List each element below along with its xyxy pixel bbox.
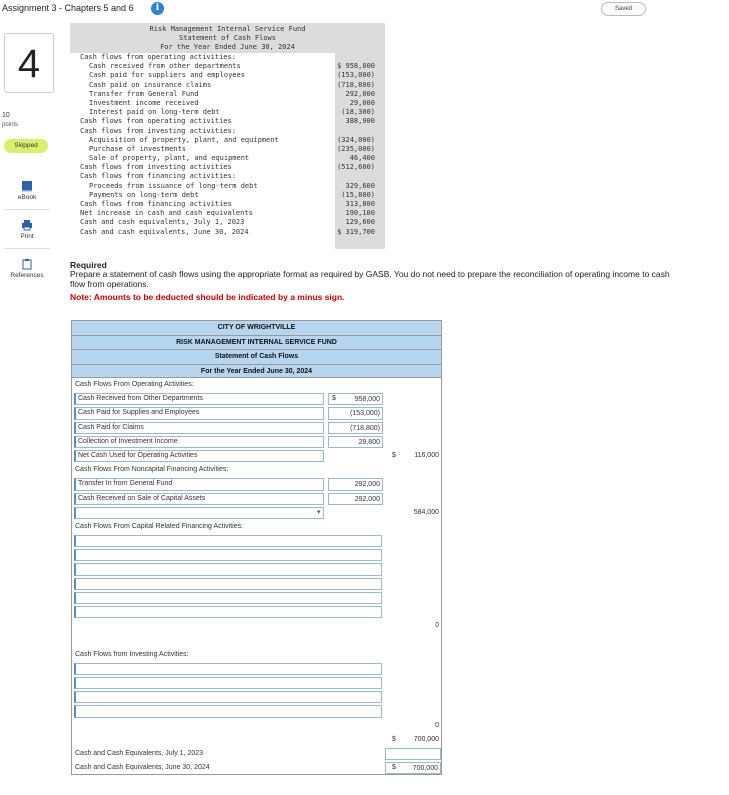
required-text: Prepare a statement of cash flows using the appropriate format as required by GASB. You do not need to prepare the reconciliation of operating income to cash flow from operations. xyxy=(70,269,670,289)
top-bar xyxy=(0,0,729,18)
statement-row-label: Cash paid for suppliers and employees xyxy=(89,71,245,80)
account-select[interactable] xyxy=(74,663,382,675)
section-label: Cash Flows from Investing Activities: xyxy=(75,650,189,658)
row-label: Cash and Cash Equivalents, June 30, 2024 xyxy=(75,764,210,772)
sidebar-divider xyxy=(4,209,50,210)
table-row xyxy=(71,435,442,449)
table-row xyxy=(71,676,442,690)
table-row xyxy=(71,747,442,761)
table-row xyxy=(71,392,442,406)
statement-row xyxy=(70,53,385,62)
statement-row-amount: $ 319,700 xyxy=(337,227,375,236)
question-number: 4 xyxy=(4,33,54,93)
statement-row-amount: 388,900 xyxy=(345,117,375,126)
statement-row xyxy=(70,108,385,117)
total-input[interactable] xyxy=(385,748,441,760)
chevron-down-icon[interactable]: ▾ xyxy=(317,508,321,516)
assignment-title: Assignment 3 - Chapters 5 and 6 xyxy=(2,3,134,13)
amount-input[interactable]: 292,000 xyxy=(328,493,383,505)
printer-icon xyxy=(21,219,33,231)
statement-row xyxy=(70,81,385,90)
statement-row-label: Payments on long-term debt xyxy=(89,190,199,199)
account-select[interactable] xyxy=(74,677,382,689)
account-select[interactable] xyxy=(74,535,382,547)
table-header-entity: CITY OF WRIGHTVILLE xyxy=(71,320,442,335)
total-value[interactable]: 0 xyxy=(435,622,439,630)
total-input[interactable] xyxy=(385,606,441,618)
total-input[interactable] xyxy=(385,663,441,675)
statement-row-amount: (235,000) xyxy=(337,144,375,153)
amount-input[interactable]: (153,000) xyxy=(328,407,383,419)
statement-row-amount: (512,600) xyxy=(337,163,375,172)
book-icon xyxy=(21,180,33,192)
account-select[interactable] xyxy=(74,592,382,604)
total-input[interactable] xyxy=(385,407,441,419)
amount-input[interactable] xyxy=(328,507,383,519)
table-row xyxy=(71,619,442,633)
statement-row xyxy=(70,172,385,181)
statement-row-amount: (15,800) xyxy=(341,190,375,199)
skipped-badge: Skipped xyxy=(4,139,48,153)
statement-row-amount: (324,000) xyxy=(337,135,375,144)
account-select[interactable]: Net Cash Used for Operating Activities xyxy=(74,450,324,462)
required-heading: Required xyxy=(70,260,107,270)
ebook-button[interactable] xyxy=(4,180,50,201)
answer-table xyxy=(71,320,442,775)
statement-row xyxy=(70,182,385,191)
section-label: Cash Flows From Noncapital Financing Activities: xyxy=(75,466,229,474)
statement-row xyxy=(70,154,385,163)
total-input[interactable] xyxy=(385,436,441,448)
statement-row-amount: (718,800) xyxy=(337,80,375,89)
points-label: points xyxy=(2,122,19,128)
statement-row-label: Acquisition of property, plant, and equipment xyxy=(89,135,279,144)
statement-row-amount: 129,600 xyxy=(345,218,375,227)
table-row xyxy=(71,406,442,420)
statement-row-label: Cash flows from financing activities xyxy=(80,200,232,208)
table-row xyxy=(71,704,442,718)
amount-input xyxy=(328,762,383,774)
statement-row-amount: 329,600 xyxy=(345,181,375,190)
statement-row-amount: 29,000 xyxy=(349,98,375,107)
statement-row xyxy=(70,191,385,200)
given-statement xyxy=(70,23,385,249)
account-select[interactable] xyxy=(74,549,382,561)
statement-row-label: Transfer from General Fund xyxy=(89,89,199,98)
account-select[interactable]: Cash Received from Other Departments xyxy=(74,393,324,405)
statement-row-label: Investment income received xyxy=(89,98,199,107)
total-input[interactable]: 700,000 xyxy=(385,762,441,774)
sidebar-divider xyxy=(4,248,50,249)
amount-input[interactable]: 958,000 xyxy=(328,393,383,405)
dollar-sign: $ xyxy=(392,764,396,772)
amount-input[interactable] xyxy=(328,450,383,462)
table-row xyxy=(71,520,442,534)
statement-row-label: Cash paid on insurance claims xyxy=(89,80,212,89)
total-input[interactable] xyxy=(385,563,441,575)
amount-input[interactable]: (718,800) xyxy=(328,422,383,434)
statement-row xyxy=(70,127,385,136)
account-select[interactable]: Collection of Investment Income xyxy=(74,436,324,448)
statement-row-label: Net increase in cash and cash equivalents xyxy=(80,209,253,218)
statement-row xyxy=(70,218,385,227)
statement-period: For the Year Ended June 30, 2024 xyxy=(160,43,295,51)
table-row xyxy=(71,449,442,463)
statement-row xyxy=(70,200,385,209)
statement-header xyxy=(70,23,385,53)
total-input[interactable] xyxy=(385,393,441,405)
total-input[interactable] xyxy=(385,677,441,689)
total-input[interactable] xyxy=(385,549,441,561)
table-row xyxy=(71,648,442,662)
row-label: Cash and Cash Equivalents, July 1, 2023 xyxy=(75,749,204,757)
table-row xyxy=(71,506,442,520)
total-input[interactable] xyxy=(385,422,441,434)
statement-row-amount: 292,000 xyxy=(345,89,375,98)
total-value[interactable]: 0 xyxy=(435,721,439,729)
account-select[interactable] xyxy=(74,691,382,703)
total-input[interactable] xyxy=(385,478,441,490)
clipboard-icon xyxy=(21,258,33,270)
note-text: Note: Amounts to be deducted should be indicated by a minus sign. xyxy=(70,292,345,302)
table-row xyxy=(71,719,442,733)
table-row xyxy=(71,662,442,676)
points-value: 10 xyxy=(2,112,10,119)
statement-row-amount: (18,300) xyxy=(341,108,375,117)
references-button[interactable] xyxy=(4,258,50,279)
statement-row xyxy=(70,209,385,218)
saved-status-badge: Saved xyxy=(601,2,646,16)
statement-row xyxy=(70,136,385,145)
table-header-fund: RISK MANAGEMENT INTERNAL SERVICE FUND xyxy=(71,335,442,350)
statement-row-amount: (153,000) xyxy=(337,71,375,80)
statement-row-label: Sale of property, plant, and equipment xyxy=(89,154,250,163)
statement-row xyxy=(70,117,385,126)
table-row xyxy=(71,378,442,392)
statement-row-label: Purchase of investments xyxy=(89,144,186,153)
total-input[interactable] xyxy=(385,493,441,505)
statement-row xyxy=(70,71,385,80)
dollar-sign: $ xyxy=(392,735,396,743)
table-row xyxy=(71,421,442,435)
table-row xyxy=(71,761,442,775)
statement-row-label: Cash and cash equivalents, June 30, 2024 xyxy=(80,227,249,236)
statement-row-label: Cash flows from investing activities: xyxy=(80,126,236,135)
statement-row-amount: $ 958,000 xyxy=(337,62,375,71)
total-input[interactable]: 584,000 xyxy=(413,508,439,516)
account-select[interactable]: Cash Paid for Supplies and Employees xyxy=(74,407,324,419)
statement-row xyxy=(70,90,385,99)
amount-input[interactable]: 292,000 xyxy=(328,478,383,490)
table-row xyxy=(71,548,442,562)
total-value[interactable]: 700,000 xyxy=(413,735,439,743)
total-input[interactable] xyxy=(385,578,441,590)
account-select[interactable]: Transfer In from General Fund xyxy=(74,478,324,490)
total-input[interactable] xyxy=(385,705,441,717)
account-select[interactable] xyxy=(74,578,382,590)
table-row xyxy=(71,562,442,576)
ebook-label: eBook xyxy=(17,194,37,201)
references-label: References xyxy=(10,272,44,279)
statement-row-label: Cash flows from operating activities xyxy=(80,117,232,126)
account-select[interactable]: Cash Paid for Claims xyxy=(74,422,324,434)
dollar-sign: $ xyxy=(392,451,396,459)
statement-title: Risk Management Internal Service Fund xyxy=(149,25,306,33)
table-row xyxy=(71,633,442,647)
table-row xyxy=(71,591,442,605)
statement-row-label: Interest paid on long-term debt xyxy=(89,108,220,117)
table-row xyxy=(71,534,442,548)
statement-row-label: Cash flows from financing activities: xyxy=(80,172,236,181)
account-select[interactable] xyxy=(74,507,324,519)
table-row xyxy=(71,690,442,704)
statement-row xyxy=(70,62,385,71)
statement-row xyxy=(70,99,385,108)
statement-row-amount: 46,400 xyxy=(349,154,375,163)
account-select[interactable] xyxy=(74,705,382,717)
table-row xyxy=(71,577,442,591)
account-select[interactable]: Cash Received on Sale of Capital Assets xyxy=(74,493,324,505)
statement-row xyxy=(70,145,385,154)
section-label: Cash Flows From Capital Related Financing Activities: xyxy=(75,522,244,530)
section-label: Cash Flows From Operating Activities: xyxy=(75,381,194,388)
statement-row-label: Cash received from other departments xyxy=(89,62,241,71)
statement-row-label: Proceeds from issuance of long-term debt xyxy=(89,181,258,190)
amount-input xyxy=(328,748,383,760)
amount-input[interactable]: 29,800 xyxy=(328,436,383,448)
print-button[interactable] xyxy=(4,219,50,240)
statement-row xyxy=(70,163,385,172)
print-label: Print xyxy=(20,233,34,240)
table-header-statement: Statement of Cash Flows xyxy=(71,349,442,364)
statement-row-label: Cash flows from operating activities: xyxy=(80,53,236,61)
total-input[interactable] xyxy=(385,535,441,547)
statement-subtitle: Statement of Cash Flows xyxy=(179,34,276,42)
table-row xyxy=(71,463,442,477)
statement-row xyxy=(70,228,385,237)
statement-row-amount: 190,100 xyxy=(345,209,375,218)
table-header-period: For the Year Ended June 30, 2024 xyxy=(71,364,442,379)
table-row xyxy=(71,605,442,619)
total-input[interactable] xyxy=(385,691,441,703)
total-input[interactable]: 116,000 xyxy=(414,451,439,459)
statement-row-amount: 313,800 xyxy=(345,200,375,208)
statement-row-label: Cash and cash equivalents, July 1, 2023 xyxy=(80,218,245,227)
account-select[interactable] xyxy=(74,606,382,618)
account-select[interactable] xyxy=(74,563,382,575)
dollar-sign: $ xyxy=(332,395,336,403)
table-row xyxy=(71,477,442,491)
statement-row-label: Cash flows from investing activities xyxy=(80,163,232,172)
info-icon[interactable]: i xyxy=(151,2,164,15)
table-row xyxy=(71,492,442,506)
total-input[interactable] xyxy=(385,592,441,604)
table-row xyxy=(71,733,442,747)
